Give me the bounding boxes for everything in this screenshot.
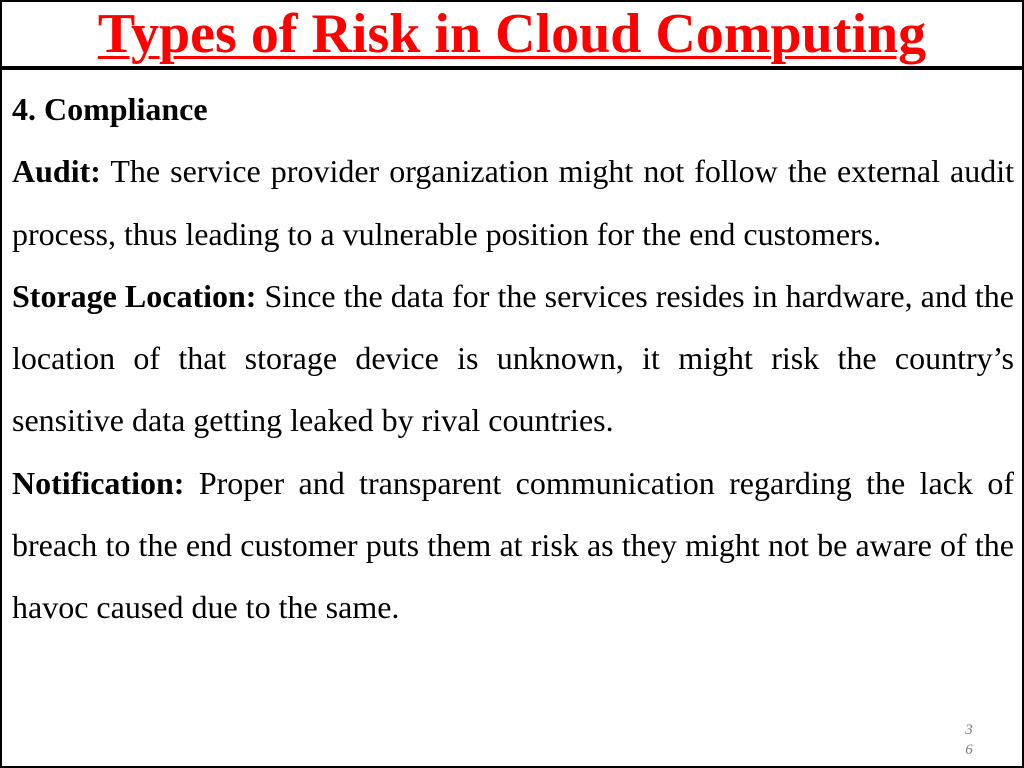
slide-content [12,78,1014,639]
title-bar [2,2,1022,70]
term-storage-location: Storage Location: [12,277,257,314]
term-audit: Audit: [12,153,101,190]
text-audit: The service provider organization might not follow the external audit process, thus leading to a vulnerable position for the end customers. [12,153,1014,252]
paragraph-storage-location [12,265,1014,452]
text-notification: Proper and transparent communication regarding the lack of breach to the end customer puts them at risk as they might not be aware of the havoc caused due to the same. [12,464,1015,626]
slide-title: Types of Risk in Cloud Computing [97,3,927,65]
paragraph-audit [12,140,1014,265]
paragraph-notification [12,452,1014,639]
term-notification: Notification: [12,464,185,501]
text-storage-location: Since the data for the services resides in hardware, and the location of that storage device is unknown, it might risk the country’s sensitive data getting leaked by rival countries. [12,277,1014,439]
page-number: 36 [965,722,973,758]
section-heading: 4. Compliance [12,91,208,127]
